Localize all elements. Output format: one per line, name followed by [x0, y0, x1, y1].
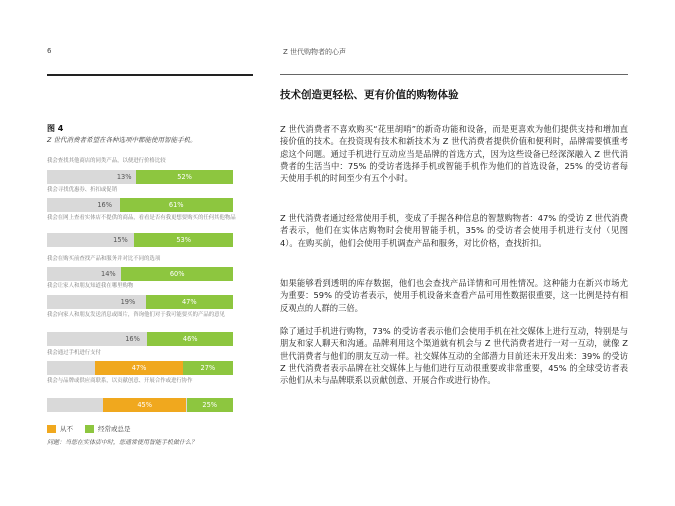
bar-often-segment: 47% — [146, 295, 233, 309]
question-label: 我会通过手机进行支付 — [47, 350, 101, 356]
question-label: 我会与品牌或供应商联系，以贡献创意、开展合作或进行协作 — [47, 378, 193, 384]
bar-never-segment: 14% — [101, 270, 116, 278]
section-heading: 技术创造更轻松、更有价值的购物体验 — [280, 89, 459, 101]
bar-track — [47, 295, 233, 309]
running-header: Z 世代购物者的心声 — [283, 48, 347, 56]
legend-often-swatch — [85, 425, 94, 433]
bar-often-segment: 52% — [136, 170, 233, 184]
bar-track — [47, 398, 233, 412]
question-label: 我会寻找优惠券、折扣或促销 — [47, 187, 118, 193]
bar-often-segment: 53% — [134, 233, 233, 247]
bar-track — [47, 332, 233, 346]
page-number: 6 — [47, 47, 52, 55]
bar-track — [47, 267, 233, 281]
bar-often-segment: 25% — [187, 398, 234, 412]
bar-never-segment: 15% — [113, 236, 128, 244]
legend-often-label: 经常或总是 — [98, 425, 131, 433]
figure-label: 图 4 — [47, 124, 64, 133]
bar-track — [47, 361, 233, 375]
bar-track — [47, 233, 233, 247]
question-label: 我会查找其他商店的同类产品，以便进行价格比较 — [47, 158, 166, 164]
bar-never-segment: 19% — [120, 298, 136, 306]
body-paragraph: Z 世代消费者不喜欢购买“花里胡哨”的新奇功能和设备，而是更喜欢为他们提供支持和增加直接价值的技术。在投资现有技术和新技术为 Z 世代消费者提供价值和便利时，品牌需要慎重考虑这个问题。通过手机进行互动应当是品牌的首选方式，因为这些设备已经深深融入 Z 世代消费者的生活当中：75% 的受访者选择手机或智能手机作为他们的首选设备，25% 的受访者每天使用手机的时间至少有五个小时。 — [280, 124, 628, 184]
question-label: 我会在购买前查找产品和服务并对比不同的选项 — [47, 256, 161, 262]
body-paragraph: 除了通过手机进行购物，73% 的受访者表示他们会使用手机在社交媒体上进行互动，特别是与朋友和家人聊天和沟通。品牌利用这个渠道就有机会与 Z 世代消费者进行一对一互动，就像 Z 世代消费者与他们的朋友互动一样。社交媒体互动的全部潜力目前还未开发出来：39% 的受访 Z 世代消费者表示品牌在社交媒体上与他们进行互动很重要或非常重要，45% 的全球受访者表示他们从未与品牌联系以贡献创意、开展合作或进行协作。 — [280, 326, 628, 386]
bar-often-segment: 61% — [120, 198, 233, 212]
bar-track — [47, 170, 233, 184]
question-label: 我会向家人和朋友发送消息或图片，咨询他们对于我可能要买的产品的意见 — [47, 312, 225, 318]
question-label: 我会让家人和朋友知道我在哪里购物 — [47, 283, 134, 289]
figure-caption: Z 世代消费者希望在各种选项中都能使用智能手机。 — [47, 136, 197, 144]
right-column-rule — [280, 74, 628, 75]
chart-legend — [47, 424, 131, 433]
legend-never-swatch — [47, 425, 56, 433]
bar-often-segment: 60% — [121, 267, 233, 281]
question-label: 我会在网上查看实体店不提供的商品，看看是否有我更想要购买的任何其他物品 — [47, 215, 236, 221]
bar-never-segment: 45% — [103, 398, 187, 412]
bar-never-segment: 47% — [95, 361, 182, 375]
body-paragraph: 如果能够看到透明的库存数据，他们也会查找产品详情和可用性情况。这种能力在新兴市场尤为重要：59% 的受访者表示，使用手机设备来查看产品可用性数据很重要，这一比例是持有相反观点的人群的三倍。 — [280, 278, 628, 313]
bar-track — [47, 198, 233, 212]
bar-never-segment: 16% — [97, 201, 112, 209]
legend-never-label: 从不 — [60, 425, 73, 433]
body-paragraph: Z 世代消费者通过经常使用手机，变成了手握各种信息的智慧购物者：47% 的受访 Z 世代消费者表示，他们在实体店购物时会使用智能手机，35% 的受访者会使用手机进行支付（见图 4）。在购买前，他们会使用手机调查产品和服务，对比价格，查找折扣。 — [280, 213, 628, 248]
figure-footnote: 问题：当您在实体店中时，您通常使用智能手机做什么？ — [47, 439, 198, 446]
bar-never-segment: 16% — [125, 335, 140, 343]
left-column-rule — [47, 74, 253, 76]
bar-often-segment: 27% — [183, 361, 233, 375]
bar-often-segment: 46% — [147, 332, 233, 346]
bar-never-segment: 13% — [116, 173, 132, 181]
